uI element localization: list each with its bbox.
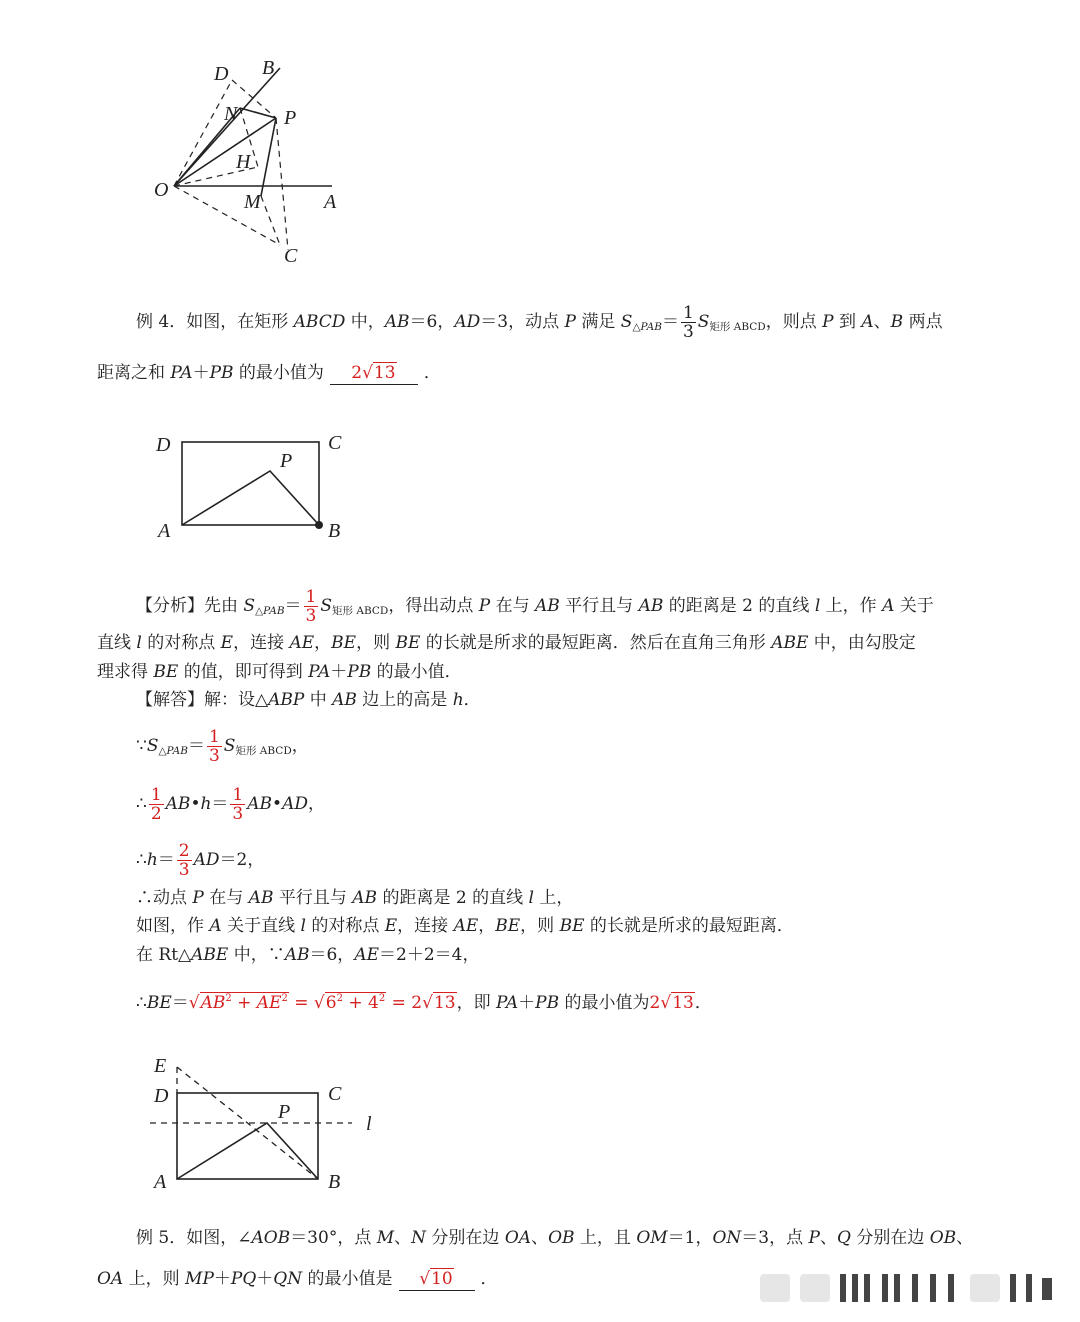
text: 直线 [97, 633, 137, 653]
text: ABP [268, 690, 305, 710]
text: 如图，作 [136, 916, 210, 936]
text: = [386, 993, 412, 1013]
sqrt-icon: √ [188, 993, 200, 1013]
text: PA [496, 993, 519, 1013]
text: ， [291, 736, 309, 756]
text: ， [307, 794, 325, 814]
text: ＝6， [409, 312, 455, 332]
text: AE [289, 633, 315, 653]
text: l [136, 633, 142, 653]
text: 例 4．如图，在矩形 [136, 312, 294, 332]
fig3-label-l: l [366, 1113, 372, 1135]
text: 在 Rt△ [136, 945, 192, 965]
text: ，则 [356, 633, 396, 653]
solution-line3 [136, 786, 325, 823]
text: 4 [368, 993, 379, 1013]
text: ，得出动点 [388, 596, 479, 616]
text: OA [504, 1228, 532, 1248]
text: 矩形 ABCD [709, 321, 766, 333]
text: BE [495, 916, 521, 936]
text: ＝ [661, 312, 679, 332]
text: AD [454, 312, 481, 332]
text: 到 [833, 312, 862, 332]
text: 分别在边 [850, 1228, 930, 1248]
text: AB [332, 690, 357, 710]
text: ． [463, 690, 481, 710]
text: ． [480, 1269, 498, 1289]
text: ＋ [518, 993, 536, 1013]
text: ＝6， [309, 945, 355, 965]
text: AB [638, 596, 664, 616]
text: ，则点 [765, 312, 823, 332]
text: + [342, 993, 369, 1013]
text: AB [248, 888, 274, 908]
text: ABE [191, 945, 229, 965]
text: 距离之和 [97, 363, 171, 383]
text: N [411, 1228, 427, 1248]
text: 6 [325, 993, 337, 1013]
text: AB [200, 993, 226, 1013]
text: OA [97, 1269, 124, 1289]
figure-reflection-svg [140, 1050, 400, 1195]
text: ． [694, 993, 712, 1013]
text: + [231, 993, 257, 1013]
text: 2 [336, 993, 343, 1004]
example4-line2 [97, 362, 441, 385]
fraction-one-third [681, 304, 696, 341]
text: ＋ [213, 1269, 231, 1289]
text: 的最小值为 [233, 363, 324, 383]
fig1-label-M: M [244, 191, 261, 213]
text: A [861, 312, 874, 332]
text: 矩形 ABCD [235, 745, 292, 757]
frac-den: 2 [150, 804, 162, 824]
fig3-label-B: B [328, 1171, 341, 1193]
text: 2 [281, 993, 288, 1004]
text: ∴ [136, 850, 147, 870]
radicand [325, 992, 386, 1013]
text: l [300, 916, 306, 936]
text: l [528, 888, 534, 908]
text: A [209, 916, 222, 936]
fig1-label-A: A [324, 191, 337, 213]
text: 2 [649, 993, 661, 1013]
text: BE [395, 633, 421, 653]
text: l [814, 596, 821, 616]
text: ON [712, 1228, 742, 1248]
answer-value [419, 1268, 453, 1289]
analysis-line1 [136, 588, 934, 625]
text: 理求得 [97, 662, 154, 682]
frac-den: 3 [305, 606, 317, 626]
text: ，则 [520, 916, 560, 936]
frac-den: 3 [232, 804, 244, 824]
text: 的值，即可得到 [178, 662, 309, 682]
fig2-label-C: C [328, 432, 342, 454]
figure-reflection [140, 1050, 400, 1195]
text: S [320, 596, 333, 616]
text: ， [478, 916, 496, 936]
text: ＝ [171, 993, 189, 1013]
text: AD [282, 794, 308, 814]
text: ＝1， [667, 1228, 713, 1248]
text: AB [535, 596, 560, 616]
sqrt-icon: √ [362, 363, 373, 383]
text: 上，且 [574, 1228, 637, 1248]
text: 分别在边 [426, 1228, 505, 1248]
text: 先由 [204, 596, 244, 616]
frac-den: 3 [178, 860, 190, 880]
text: ＝2＋2＝4， [379, 945, 480, 965]
text: 的最小值是 [302, 1269, 393, 1289]
sqrt-icon: √ [313, 993, 325, 1013]
text: h [200, 794, 212, 814]
solution-line5 [136, 887, 573, 909]
text: 中，∵ [228, 945, 285, 965]
figure-rectangle [150, 425, 360, 550]
text: ∴ [136, 993, 147, 1013]
text: 13 [672, 993, 694, 1013]
frac-num: 1 [305, 587, 317, 607]
text: ＝ [284, 596, 302, 616]
text: ＝3，点 [741, 1228, 809, 1248]
text: 关于 [894, 596, 934, 616]
text: △PAB [255, 605, 285, 617]
fig2-label-P: P [280, 450, 293, 472]
fraction [230, 786, 245, 823]
text: BE [331, 633, 357, 653]
text: AB [284, 945, 310, 965]
sqrt-icon: √ [419, 1269, 431, 1289]
fig3-label-A: A [154, 1171, 167, 1193]
frac-num: 1 [208, 727, 220, 747]
fig2-label-A: A [158, 520, 171, 542]
solution-line2 [136, 728, 309, 765]
text: ＝3，动点 [480, 312, 565, 332]
text: △PAB [632, 321, 662, 333]
fig1-label-C: C [284, 245, 298, 267]
text: 的最小值为 [559, 993, 650, 1013]
text: 13 [433, 993, 456, 1013]
text: PB [209, 363, 234, 383]
text: 、 [873, 312, 891, 332]
fig3-label-E: E [154, 1055, 167, 1077]
text: 的长就是所求的最短距离． [584, 916, 794, 936]
text: PB [347, 662, 372, 682]
text: 的距离是 2 的直线 [377, 888, 529, 908]
text: 的对称点 [305, 916, 385, 936]
text: BE [559, 916, 585, 936]
fraction-one-third [304, 588, 319, 625]
text: 两点 [903, 312, 943, 332]
figure-angle-svg [140, 50, 370, 270]
text: 关于直线 [221, 916, 301, 936]
text: OB [548, 1228, 575, 1248]
text: 、 [531, 1228, 549, 1248]
text: 、 [819, 1228, 837, 1248]
example5-line1 [136, 1227, 973, 1249]
text: S [223, 736, 236, 756]
example5-line2 [97, 1268, 498, 1291]
fig1-label-B: B [262, 57, 275, 79]
text: ． [423, 363, 441, 383]
text: ABE [771, 633, 809, 653]
text: 【分析】 [136, 596, 204, 616]
text: ＝2， [219, 850, 265, 870]
text: A [882, 596, 895, 616]
text: 的最小值． [371, 662, 462, 682]
text: 13 [373, 363, 396, 383]
text: Q [836, 1228, 851, 1248]
frac-num: 1 [232, 785, 244, 805]
text: 矩形 ABCD [332, 605, 389, 617]
text: 平行且与 [559, 596, 639, 616]
text: 上，则 [123, 1269, 186, 1289]
text: P [822, 312, 834, 332]
text: 在与 [203, 888, 249, 908]
text: ＋ [192, 363, 210, 383]
text: B [890, 312, 904, 332]
text: PA [170, 363, 193, 383]
text: • [190, 794, 201, 814]
fig1-label-D: D [214, 63, 229, 85]
fig3-label-C: C [328, 1083, 342, 1105]
text: 满足 [575, 312, 621, 332]
text: AE [453, 916, 479, 936]
text: 2 [225, 993, 232, 1004]
formula-red [189, 992, 457, 1013]
solution-line7 [136, 944, 479, 966]
text: 2 [351, 363, 363, 383]
text: 中，由勾股定 [808, 633, 916, 653]
fig1-label-N: N [224, 103, 238, 125]
text: ＝30°，点 [290, 1228, 377, 1248]
solution-line8 [136, 988, 712, 1014]
text: 在与 [490, 596, 535, 616]
fraction [207, 728, 222, 765]
text: 的长就是所求的最短距离．然后在直角三角形 [420, 633, 772, 653]
text: 平行且与 [273, 888, 353, 908]
fraction [177, 842, 192, 879]
frac-num: 1 [150, 785, 162, 805]
text: 上， [533, 888, 574, 908]
text: 、 [956, 1228, 974, 1248]
text: = [288, 993, 314, 1013]
solution-line1 [136, 689, 481, 711]
text: 2 [411, 993, 423, 1013]
solution-line4 [136, 842, 264, 879]
fig2-label-B: B [328, 520, 341, 542]
text: PQ [230, 1269, 257, 1289]
answer-blank [399, 1268, 475, 1291]
text: ＝ [211, 794, 229, 814]
text: P [478, 596, 491, 616]
text: ＝ [187, 736, 205, 756]
text: P [808, 1228, 820, 1248]
text: 、 [394, 1228, 412, 1248]
text: E [220, 633, 234, 653]
text: △PAB [158, 745, 188, 757]
text: P [564, 312, 576, 332]
text: 边上的高是 [356, 690, 453, 710]
radicand [200, 992, 289, 1013]
frac-num: 2 [178, 841, 190, 861]
text: S [243, 596, 256, 616]
sqrt-icon: √ [660, 993, 672, 1013]
text: ，即 [456, 993, 497, 1013]
text: ，连接 [233, 633, 290, 653]
text: ＋ [256, 1269, 274, 1289]
text: • [272, 794, 283, 814]
text: OM [636, 1228, 668, 1248]
text: 的距离是 2 的直线 [663, 596, 815, 616]
fig3-label-P: P [278, 1101, 291, 1123]
answer-value [351, 362, 396, 383]
solution-line6 [136, 915, 794, 937]
text: AB [165, 794, 191, 814]
text: M [376, 1228, 395, 1248]
text: 【解答】 [136, 690, 204, 710]
text: PA [308, 662, 331, 682]
figure-rectangle-svg [150, 425, 360, 550]
text: 10 [431, 1269, 453, 1289]
answer-blank [330, 362, 418, 385]
example4-line1 [136, 304, 943, 341]
text: ， [314, 633, 332, 653]
text: ∵ [136, 736, 147, 756]
text: S [697, 312, 710, 332]
text: h [452, 690, 464, 710]
text: AOB [251, 1228, 291, 1248]
text: MP [185, 1269, 214, 1289]
frac-den: 3 [682, 322, 694, 342]
text: OB [929, 1228, 957, 1248]
fig2-label-D: D [156, 434, 171, 456]
text: QN [273, 1269, 303, 1289]
text: BE [153, 662, 179, 682]
text: 2 [378, 993, 386, 1004]
text: ∴动点 [136, 888, 193, 908]
decorative-stripes [760, 1268, 1060, 1306]
fig1-label-H: H [236, 151, 251, 173]
fig1-label-P: P [284, 107, 297, 129]
text: P [192, 888, 204, 908]
figure-angle-diagram [140, 50, 370, 270]
text: AD [193, 850, 220, 870]
text: S [146, 736, 159, 756]
text: 解：设△ [204, 690, 269, 710]
text: ∴ [136, 794, 147, 814]
text: BE [146, 993, 172, 1013]
fraction [149, 786, 164, 823]
text: ＝ [157, 850, 175, 870]
text: ，连接 [397, 916, 454, 936]
analysis-line3 [97, 661, 462, 683]
text: AB [247, 794, 273, 814]
fig3-label-D: D [154, 1085, 169, 1107]
text: AB [352, 888, 378, 908]
text: AE [256, 993, 282, 1013]
sqrt-icon: √ [422, 993, 433, 1013]
stripes-svg [760, 1268, 1060, 1306]
text: AB [384, 312, 410, 332]
analysis-line2 [97, 632, 916, 654]
text: h [146, 850, 158, 870]
text: E [384, 916, 398, 936]
text: AE [354, 945, 379, 965]
frac-den: 3 [208, 746, 220, 766]
fig1-label-O: O [154, 179, 169, 201]
text: ABCD [293, 312, 346, 332]
text: 的对称点 [141, 633, 221, 653]
text: 中， [345, 312, 385, 332]
text: 中 [304, 690, 333, 710]
text: 上，作 [820, 596, 883, 616]
text: ＋ [330, 662, 348, 682]
text: PB [535, 993, 560, 1013]
frac-num: 1 [682, 303, 694, 323]
text: S [620, 312, 633, 332]
answer-value [650, 992, 695, 1013]
text: 例 5．如图，∠ [136, 1228, 252, 1248]
